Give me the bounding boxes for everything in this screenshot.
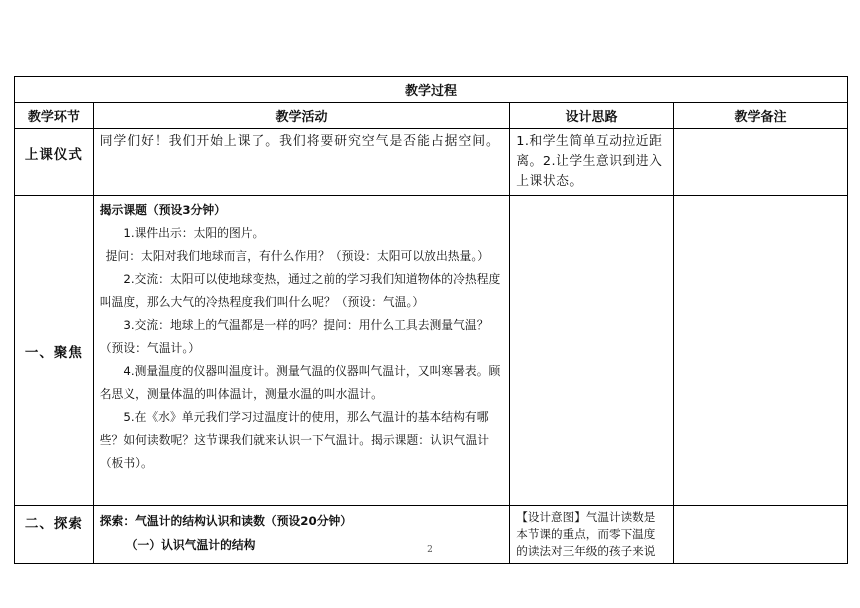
focus-activity [93,196,509,506]
table-title-row [15,77,848,103]
opening-stage: 上课仪式 [15,129,94,196]
header-stage: 教学环节 [15,103,94,129]
focus-line: 1.课件出示：太阳的图片。 [123,226,265,240]
focus-line: 2.交流：太阳可以使地球变热，通过之前的学习我们知道物体的冷热程度叫温度，那么大气的冷热程度我们叫什么呢？（预设：气温。） [99,272,501,309]
focus-line: 4.测量温度的仪器叫温度计。测量气温的仪器叫气温计，又叫寒暑表。顾名思义，测量体温的叫体温计，测量水温的叫水温计。 [99,364,501,401]
header-design: 设计思路 [510,103,674,129]
focus-design [510,196,674,506]
header-activity: 教学活动 [93,103,509,129]
teaching-process-table [14,76,848,564]
explore-stage: 二、探索 [15,506,94,564]
focus-stage: 一、聚焦 [15,196,94,506]
header-notes: 教学备注 [673,103,847,129]
explore-heading: 探索：气温计的结构认识和读数（预设20分钟） [99,514,353,528]
focus-row [15,196,848,506]
focus-notes [673,196,847,506]
table-title: 教学过程 [15,77,848,103]
explore-design: 【设计意图】气温计读数是本节课的重点，而零下温度的读法对三年级的孩子来说 [510,506,674,564]
opening-row [15,129,848,196]
explore-subheading: （一）认识气温计的结构 [125,538,256,552]
opening-activity: 同学们好！我们开始上课了。我们将要研究空气是否能占据空间。 [93,129,509,196]
opening-notes [673,129,847,196]
header-row [15,103,848,129]
focus-heading: 揭示课题（预设3分钟） [99,203,226,217]
focus-line: 5.在《水》单元我们学习过温度计的使用，那么气温计的基本结构有哪些？如何读数呢？这节课我们就来认识一下气温计。揭示课题：认识气温计（板书）。 [99,410,490,470]
opening-design: 1.和学生简单互动拉近距离。2.让学生意识到进入上课状态。 [510,129,674,196]
page-number: 2 [427,545,433,555]
focus-line: 3.交流：地球上的气温都是一样的吗？提问：用什么工具去测量气温？（预设：气温计。） [99,318,489,355]
focus-line: 提问：太阳对我们地球而言，有什么作用？（预设：太阳可以放出热量。） [105,249,490,263]
